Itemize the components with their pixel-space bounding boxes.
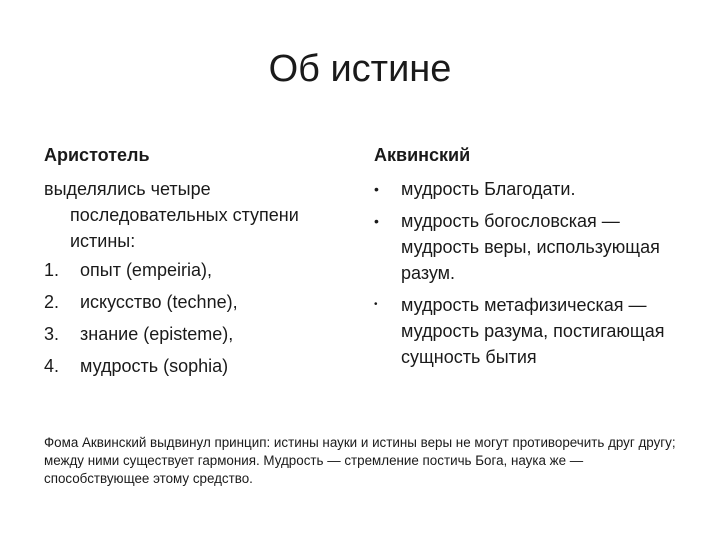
list-item-number: 2. [44, 292, 60, 312]
list-item-text: мудрость богословская — мудрость веры, использующая разум. [401, 211, 660, 283]
list-item [374, 208, 674, 286]
slide-title: Об истине [268, 48, 452, 90]
stages-list [44, 254, 364, 382]
wisdom-list [374, 176, 674, 370]
list-item-text: искусство (techne), [80, 292, 238, 312]
list-item-number: 3. [44, 324, 60, 344]
left-column-body [44, 176, 364, 382]
list-item-text: мудрость Благодати. [401, 179, 576, 199]
right-column-body [374, 176, 674, 376]
list-item-text: мудрость (sophia) [80, 356, 229, 376]
left-column-intro: выделялись четыре последовательных ступени истины: [44, 179, 299, 251]
list-item [44, 286, 364, 318]
list-item [44, 350, 364, 382]
right-column-heading: Аквинский [374, 145, 471, 165]
bullet-icon: • [374, 181, 379, 197]
left-column-heading: Аристотель [44, 145, 150, 165]
list-item-text: знание (episteme), [80, 324, 234, 344]
bullet-icon: • [374, 213, 379, 229]
list-item-text: опыт (empeiria), [80, 260, 212, 280]
bullet-icon: • [374, 299, 378, 310]
list-item [374, 292, 674, 370]
footer-note: Фома Аквинский выдвинул принцип: истины науки и истины веры не могут противоречить друг другу; между ними существует гармония. Мудрость — стремление постичь Бога, наука же — способствующее этому средство. [44, 435, 676, 486]
list-item [374, 176, 674, 202]
list-item [44, 318, 364, 350]
list-item-number: 1. [44, 260, 60, 280]
list-item [44, 254, 364, 286]
list-item-number: 4. [44, 356, 60, 376]
list-item-text: мудрость метафизическая — мудрость разума, постигающая сущность бытия [401, 295, 665, 367]
